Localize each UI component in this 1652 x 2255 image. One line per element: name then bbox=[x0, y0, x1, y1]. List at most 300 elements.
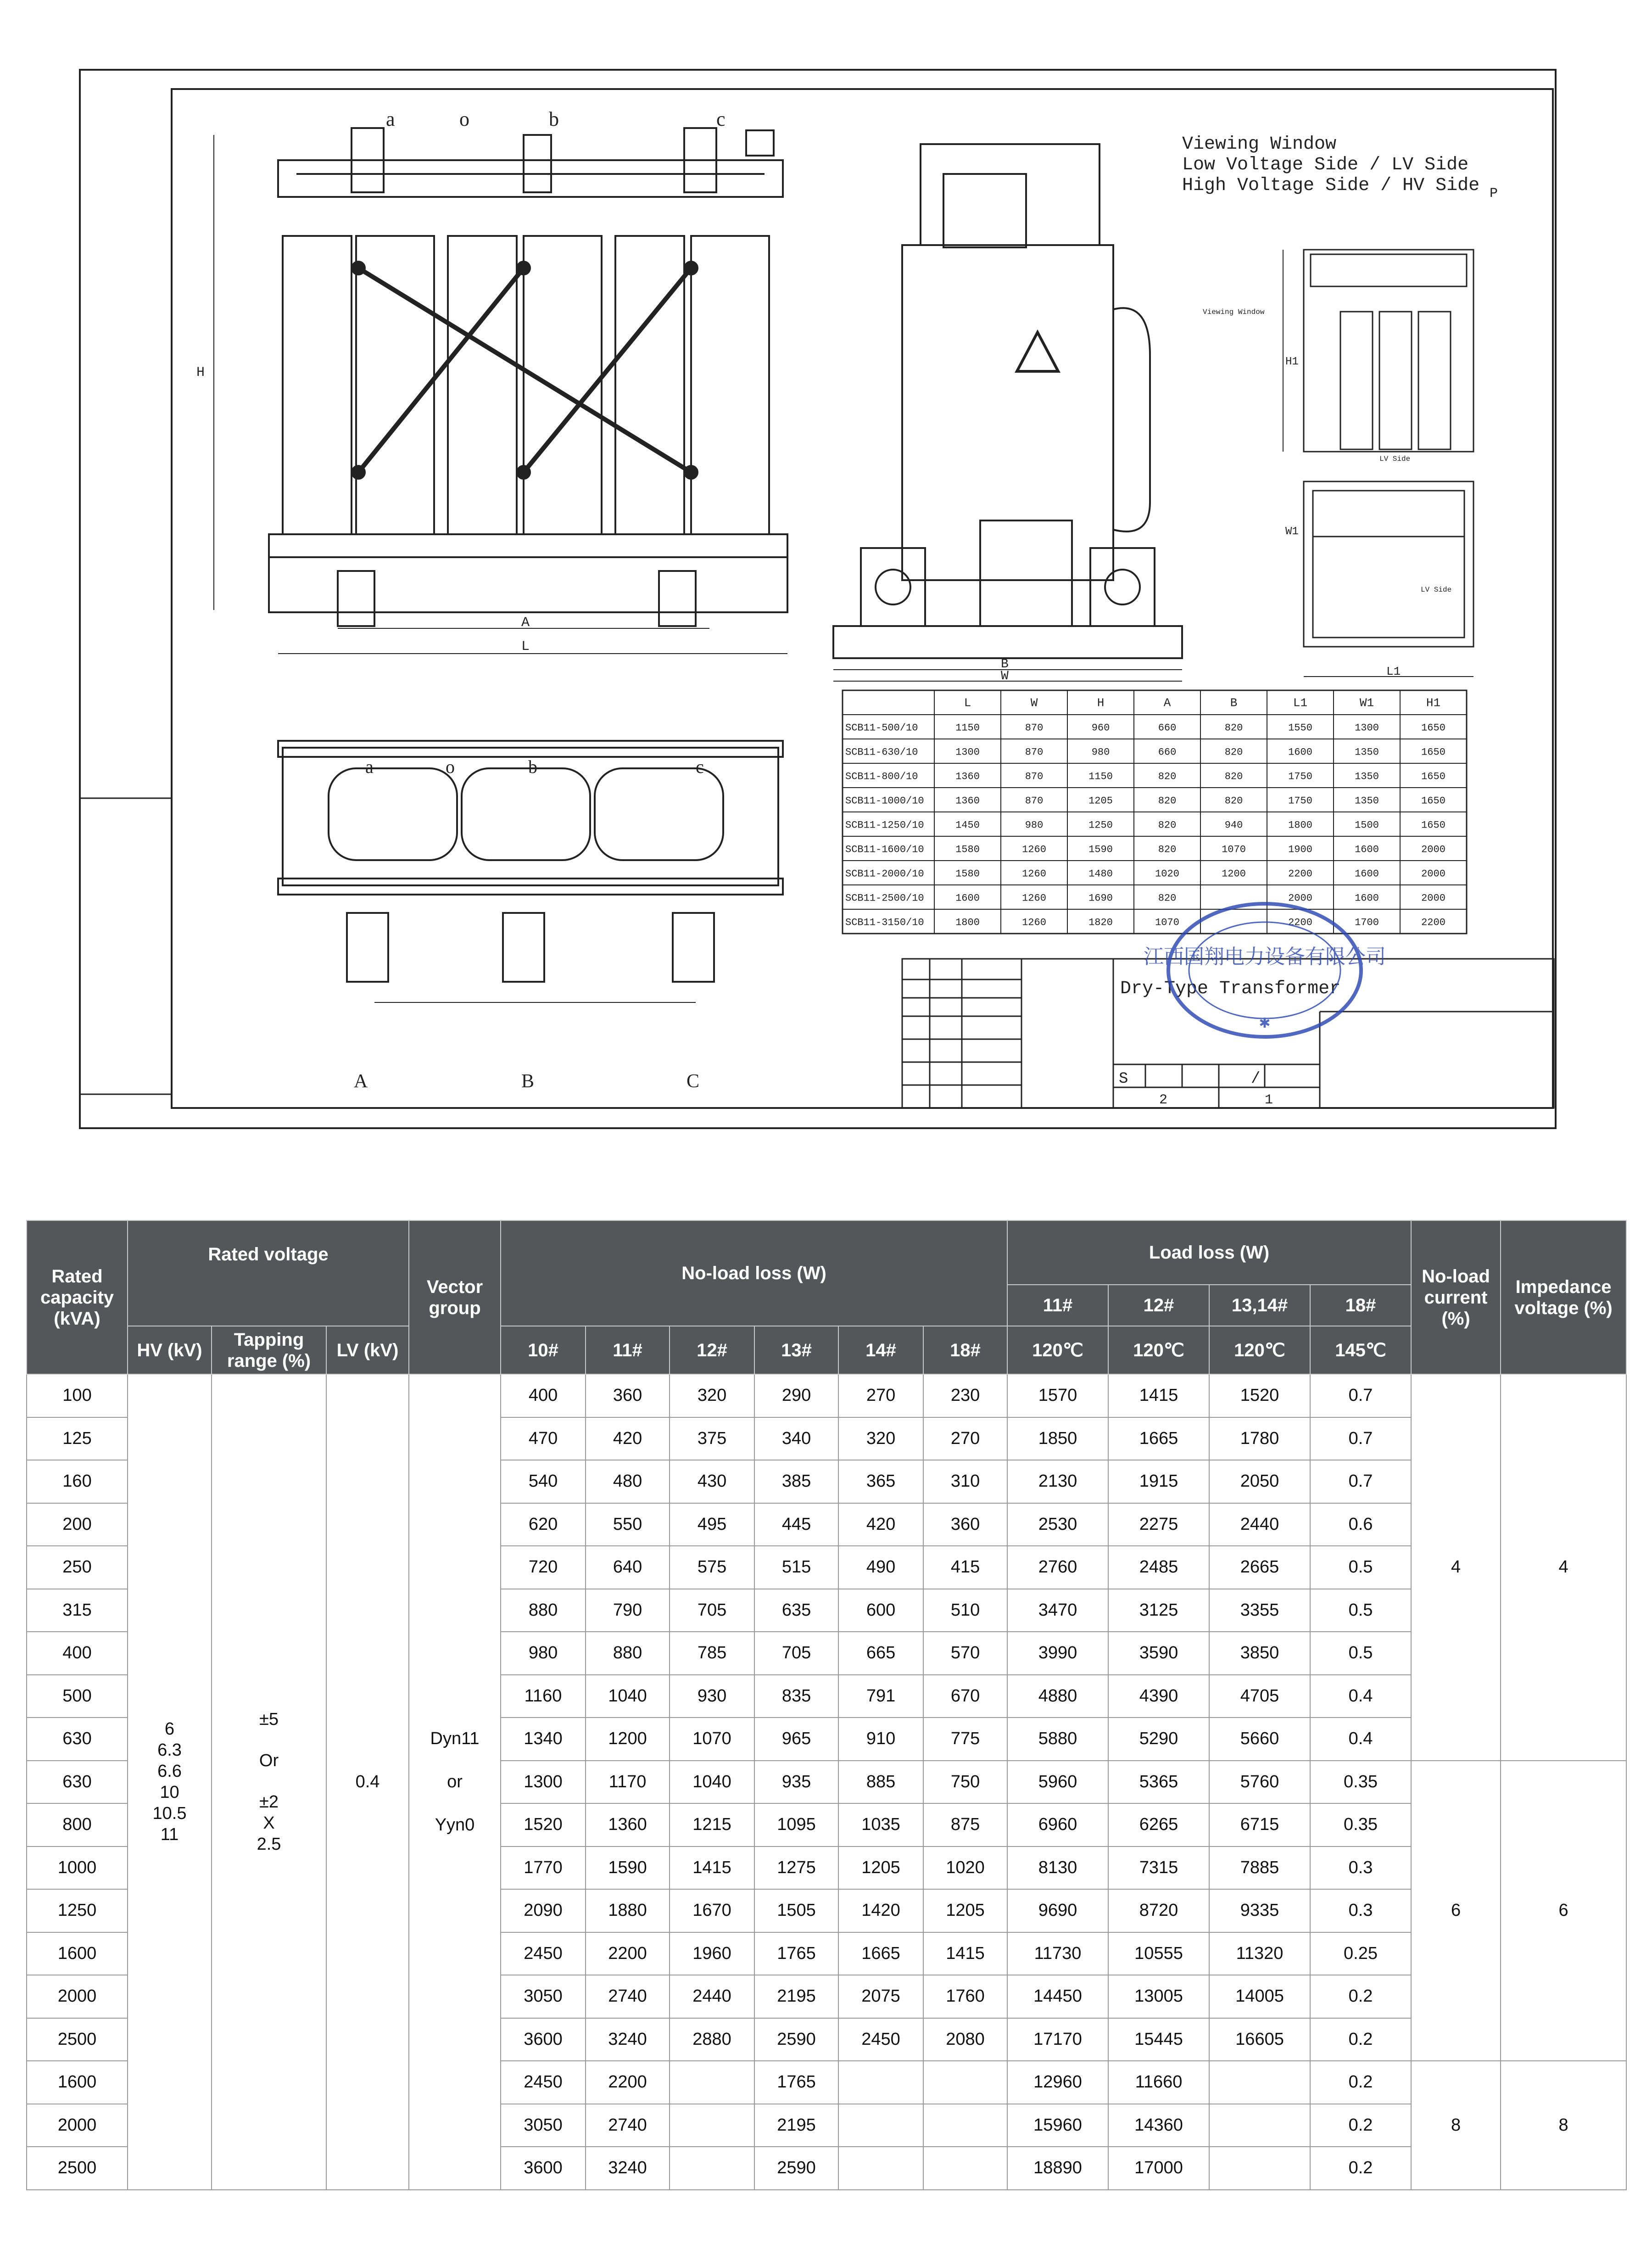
dim-label-b: B bbox=[1001, 657, 1009, 671]
dimension-table bbox=[843, 690, 1467, 934]
cell-load-loss: 7885 bbox=[1209, 1847, 1310, 1890]
header-nl-col: 13# bbox=[754, 1326, 838, 1374]
cell-no-load-loss: 385 bbox=[754, 1460, 838, 1503]
cell-tapping-values-line: ±5 bbox=[259, 1710, 279, 1729]
cell-no-load-loss: 340 bbox=[754, 1417, 838, 1460]
dim-table-value: 1800 bbox=[1288, 819, 1312, 831]
dim-table-value: 1900 bbox=[1288, 844, 1312, 856]
cell-load-loss: 15960 bbox=[1007, 2104, 1108, 2147]
dim-label-w1: W1 bbox=[1285, 526, 1299, 538]
cell-no-load-loss: 470 bbox=[501, 1417, 586, 1460]
cell-load-loss: 0.2 bbox=[1310, 1975, 1411, 2018]
dim-label-l: L bbox=[521, 639, 530, 655]
cell-no-load-loss: 480 bbox=[586, 1460, 670, 1503]
cell-no-load-loss: 2080 bbox=[923, 2018, 1007, 2061]
cell-vector-group-line: Dyn11 bbox=[430, 1729, 480, 1749]
dim-table-model: SCB11-800/10 bbox=[845, 771, 918, 783]
cell-no-load-loss: 910 bbox=[838, 1718, 923, 1761]
dim-table-value: 1650 bbox=[1421, 795, 1446, 807]
cell-load-loss: 1415 bbox=[1108, 1374, 1209, 1417]
cell-no-load-loss: 420 bbox=[838, 1503, 923, 1546]
header-no-load-current: No-load current (%) bbox=[1411, 1220, 1501, 1374]
cell-load-loss: 16605 bbox=[1209, 2018, 1310, 2061]
cell-no-load-loss: 550 bbox=[586, 1503, 670, 1546]
enclosure-lv-side-label-1: LV Side bbox=[1379, 455, 1411, 463]
cell-no-load-loss: 3050 bbox=[501, 2104, 586, 2147]
cell-load-loss: 14005 bbox=[1209, 1975, 1310, 2018]
cell-no-load-loss: 415 bbox=[923, 1546, 1007, 1589]
title-block-num-2: 2 bbox=[1159, 1092, 1168, 1108]
dim-table-value: 1350 bbox=[1355, 795, 1379, 807]
cell-load-loss: 1850 bbox=[1007, 1417, 1108, 1460]
cell-no-load-loss: 2075 bbox=[838, 1975, 923, 2018]
cell-load-loss: 4705 bbox=[1209, 1675, 1310, 1718]
cell-no-load-loss: 1170 bbox=[586, 1761, 670, 1804]
cell-no-load-loss: 1760 bbox=[923, 1975, 1007, 2018]
cell-no-load-loss: 3600 bbox=[501, 2018, 586, 2061]
label-phase-b-plan: b bbox=[528, 756, 537, 777]
cell-load-loss bbox=[1209, 2061, 1310, 2104]
dim-table-value: 660 bbox=[1158, 746, 1177, 758]
header-ll-temp: 120℃ bbox=[1209, 1326, 1310, 1374]
cell-no-load-loss: 750 bbox=[923, 1761, 1007, 1804]
cell-load-loss: 18890 bbox=[1007, 2147, 1108, 2190]
cell-no-load-loss: 575 bbox=[670, 1546, 754, 1589]
cell-no-load-loss bbox=[838, 2061, 923, 2104]
cell-load-loss: 2530 bbox=[1007, 1503, 1108, 1546]
cell-no-load-loss: 270 bbox=[838, 1374, 923, 1417]
dim-table-model: SCB11-1000/10 bbox=[845, 795, 924, 807]
cell-tapping-values-line: X bbox=[263, 1813, 275, 1833]
cell-no-load-loss: 1765 bbox=[754, 2061, 838, 2104]
label-phase-c-plan: c bbox=[696, 756, 704, 777]
cell-load-loss: 5290 bbox=[1108, 1718, 1209, 1761]
dim-table-value: 1260 bbox=[1022, 844, 1046, 856]
cell-no-load-loss: 2195 bbox=[754, 1975, 838, 2018]
cell-no-load-loss: 2450 bbox=[838, 2018, 923, 2061]
dim-table-header: L1 bbox=[1293, 696, 1308, 710]
header-rated-capacity: Rated capacity (kVA) bbox=[27, 1220, 128, 1374]
dim-table-value: 1690 bbox=[1088, 892, 1113, 904]
cell-no-load-loss: 1360 bbox=[586, 1803, 670, 1847]
cell-no-load-current: 8 bbox=[1411, 2061, 1501, 2190]
label-phase-a-plan: a bbox=[365, 756, 374, 777]
cell-no-load-loss: 1590 bbox=[586, 1847, 670, 1890]
dim-table-header: W bbox=[1030, 696, 1038, 710]
cell-load-loss: 0.35 bbox=[1310, 1803, 1411, 1847]
cell-load-loss: 8720 bbox=[1108, 1889, 1209, 1932]
cell-load-loss: 5760 bbox=[1209, 1761, 1310, 1804]
cell-rated-capacity: 800 bbox=[27, 1803, 128, 1847]
dim-label-h: H bbox=[196, 365, 205, 380]
cell-no-load-loss: 620 bbox=[501, 1503, 586, 1546]
header-vector-group: Vector group bbox=[409, 1220, 501, 1374]
cell-no-load-loss: 510 bbox=[923, 1589, 1007, 1632]
dim-table-value: 820 bbox=[1224, 771, 1243, 783]
cell-rated-capacity: 100 bbox=[27, 1374, 128, 1417]
enclosure-viewing-window-label: Viewing Window bbox=[1203, 308, 1265, 316]
label-phase-a-top: a bbox=[386, 108, 395, 130]
cell-no-load-loss: 2740 bbox=[586, 1975, 670, 2018]
cell-no-load-loss: 3240 bbox=[586, 2018, 670, 2061]
cell-load-loss: 0.35 bbox=[1310, 1761, 1411, 1804]
cell-rated-capacity: 1600 bbox=[27, 2061, 128, 2104]
cell-load-loss: 3125 bbox=[1108, 1589, 1209, 1632]
dim-table-value: 1550 bbox=[1288, 722, 1312, 734]
cell-no-load-loss: 320 bbox=[670, 1374, 754, 1417]
dim-table-value: 2200 bbox=[1288, 917, 1312, 929]
cell-no-load-loss: 880 bbox=[586, 1632, 670, 1675]
cell-load-loss: 2440 bbox=[1209, 1503, 1310, 1546]
dim-table-model: SCB11-2500/10 bbox=[845, 892, 924, 904]
cell-hv-values-line: 6.6 bbox=[157, 1762, 182, 1781]
cell-no-load-loss: 2880 bbox=[670, 2018, 754, 2061]
cell-no-load-loss: 875 bbox=[923, 1803, 1007, 1847]
cell-no-load-loss: 360 bbox=[586, 1374, 670, 1417]
cell-load-loss: 3355 bbox=[1209, 1589, 1310, 1632]
cell-load-loss: 3590 bbox=[1108, 1632, 1209, 1675]
cell-load-loss: 0.7 bbox=[1310, 1374, 1411, 1417]
cell-no-load-loss bbox=[670, 2061, 754, 2104]
cell-no-load-loss: 965 bbox=[754, 1718, 838, 1761]
dim-table-value: 1650 bbox=[1421, 771, 1446, 783]
dim-table-header: W1 bbox=[1359, 696, 1374, 710]
cell-no-load-loss: 1505 bbox=[754, 1889, 838, 1932]
dim-table-header: A bbox=[1163, 696, 1171, 710]
dim-table-value: 870 bbox=[1025, 722, 1044, 734]
dim-table-header: H1 bbox=[1426, 696, 1441, 710]
cell-no-load-loss: 570 bbox=[923, 1632, 1007, 1675]
cell-no-load-loss: 2740 bbox=[586, 2104, 670, 2147]
cell-load-loss: 2130 bbox=[1007, 1460, 1108, 1503]
cell-no-load-loss: 310 bbox=[923, 1460, 1007, 1503]
label-phase-c-top: c bbox=[716, 108, 726, 130]
cell-load-loss: 9335 bbox=[1209, 1889, 1310, 1932]
dim-table-value: 1150 bbox=[955, 722, 980, 734]
dim-table-value: 1360 bbox=[955, 795, 980, 807]
cell-load-loss: 0.2 bbox=[1310, 2018, 1411, 2061]
cell-load-loss: 0.5 bbox=[1310, 1546, 1411, 1589]
stamp-center-text: 江西国翔电力设备有限公司 bbox=[1144, 945, 1386, 968]
cell-load-loss: 0.6 bbox=[1310, 1503, 1411, 1546]
cell-no-load-loss: 1205 bbox=[923, 1889, 1007, 1932]
cell-no-load-loss: 2200 bbox=[586, 1932, 670, 1975]
cell-no-load-loss: 2440 bbox=[670, 1975, 754, 2018]
cell-no-load-loss: 2450 bbox=[501, 2061, 586, 2104]
cell-rated-capacity: 1600 bbox=[27, 1932, 128, 1975]
dim-table-value: 820 bbox=[1158, 771, 1177, 783]
cell-tapping-values-line: ±2 bbox=[259, 1792, 279, 1812]
dim-table-value: 980 bbox=[1025, 819, 1044, 831]
dim-table-value: 820 bbox=[1158, 844, 1177, 856]
cell-load-loss: 4390 bbox=[1108, 1675, 1209, 1718]
cell-no-load-loss: 705 bbox=[670, 1589, 754, 1632]
cell-no-load-loss: 1960 bbox=[670, 1932, 754, 1975]
cell-no-load-loss: 1205 bbox=[838, 1847, 923, 1890]
dim-table-model: SCB11-1250/10 bbox=[845, 819, 924, 831]
dim-table-value: 980 bbox=[1091, 746, 1110, 758]
cell-rated-capacity: 2000 bbox=[27, 1975, 128, 2018]
cell-no-load-loss: 420 bbox=[586, 1417, 670, 1460]
cell-load-loss: 3850 bbox=[1209, 1632, 1310, 1675]
dim-table-model: SCB11-2000/10 bbox=[845, 868, 924, 880]
dim-table-value: 940 bbox=[1224, 819, 1243, 831]
dim-table-value: 2000 bbox=[1421, 892, 1446, 904]
cell-no-load-current: 4 bbox=[1411, 1374, 1501, 1761]
dim-table-value: 1600 bbox=[1288, 746, 1312, 758]
cell-no-load-loss: 1770 bbox=[501, 1847, 586, 1890]
cell-no-load-loss: 430 bbox=[670, 1460, 754, 1503]
label-phase-o-top: o bbox=[459, 108, 469, 130]
cell-load-loss: 3990 bbox=[1007, 1632, 1108, 1675]
dim-table-value: 1250 bbox=[1088, 819, 1113, 831]
dim-table-value: 1600 bbox=[1355, 868, 1379, 880]
cell-no-load-loss: 980 bbox=[501, 1632, 586, 1675]
cell-rated-capacity: 630 bbox=[27, 1761, 128, 1804]
cell-no-load-loss: 495 bbox=[670, 1503, 754, 1546]
cell-no-load-loss: 930 bbox=[670, 1675, 754, 1718]
cell-hv-values-line: 6.3 bbox=[157, 1740, 182, 1760]
cell-no-load-loss: 2450 bbox=[501, 1932, 586, 1975]
cell-no-load-loss: 1200 bbox=[586, 1718, 670, 1761]
cell-load-loss: 2275 bbox=[1108, 1503, 1209, 1546]
title-block-s: S bbox=[1119, 1070, 1128, 1088]
cell-no-load-loss: 790 bbox=[586, 1589, 670, 1632]
dim-table-value: 1260 bbox=[1022, 917, 1046, 929]
dim-table-value: 1480 bbox=[1088, 868, 1113, 880]
cell-no-load-loss: 3600 bbox=[501, 2147, 586, 2190]
dim-table-value: 1350 bbox=[1355, 746, 1379, 758]
cell-load-loss: 5660 bbox=[1209, 1718, 1310, 1761]
cell-no-load-loss: 3050 bbox=[501, 1975, 586, 2018]
dim-table-value: 1800 bbox=[955, 917, 980, 929]
cell-load-loss: 0.5 bbox=[1310, 1589, 1411, 1632]
enclosure-plan-view bbox=[1304, 481, 1473, 677]
enclosure-lv-side-label-2: LV Side bbox=[1421, 586, 1452, 594]
dim-table-value: 820 bbox=[1224, 722, 1243, 734]
cell-hv-values-line: 10.5 bbox=[152, 1804, 187, 1824]
cell-load-loss: 1570 bbox=[1007, 1374, 1108, 1417]
cell-load-loss bbox=[1209, 2104, 1310, 2147]
cell-lv-value: 0.4 bbox=[326, 1374, 409, 2190]
dim-table-value: 2200 bbox=[1288, 868, 1312, 880]
header-no-load-loss: No-load loss (W) bbox=[501, 1220, 1007, 1326]
dim-label-l1: L1 bbox=[1386, 665, 1401, 678]
cell-no-load-loss: 230 bbox=[923, 1374, 1007, 1417]
cell-load-loss: 0.2 bbox=[1310, 2147, 1411, 2190]
cell-no-load-loss: 1670 bbox=[670, 1889, 754, 1932]
cell-tapping-values-line: 2.5 bbox=[257, 1835, 281, 1854]
header-load-loss: Load loss (W) bbox=[1007, 1220, 1411, 1285]
cell-impedance-voltage: 8 bbox=[1501, 2061, 1626, 2190]
drawing-svg bbox=[81, 71, 1558, 1131]
cell-load-loss: 6265 bbox=[1108, 1803, 1209, 1847]
cell-no-load-loss: 670 bbox=[923, 1675, 1007, 1718]
dim-table-value: 1450 bbox=[955, 819, 980, 831]
cell-no-load-loss: 1020 bbox=[923, 1847, 1007, 1890]
cell-tapping-values-line: Or bbox=[259, 1751, 279, 1771]
dim-table-value: 1700 bbox=[1355, 917, 1379, 929]
cell-impedance-voltage: 4 bbox=[1501, 1374, 1626, 1761]
cell-load-loss: 1665 bbox=[1108, 1417, 1209, 1460]
dim-table-value: 2000 bbox=[1421, 868, 1446, 880]
cell-no-load-loss bbox=[838, 2147, 923, 2190]
cell-no-load-loss: 1095 bbox=[754, 1803, 838, 1847]
dim-table-header: B bbox=[1230, 696, 1238, 710]
cell-no-load-loss: 1275 bbox=[754, 1847, 838, 1890]
header-ll-temp: 145℃ bbox=[1310, 1326, 1411, 1374]
dim-table-value: 2000 bbox=[1421, 844, 1446, 856]
cell-no-load-loss: 1880 bbox=[586, 1889, 670, 1932]
note-lv-side: Low Voltage Side / LV Side bbox=[1182, 155, 1469, 175]
dim-table-value: 1360 bbox=[955, 771, 980, 783]
header-nl-col: 10# bbox=[501, 1326, 586, 1374]
dim-table-value: 2000 bbox=[1288, 892, 1312, 904]
cell-rated-capacity: 160 bbox=[27, 1460, 128, 1503]
cell-load-loss: 2485 bbox=[1108, 1546, 1209, 1589]
svg-text:✱: ✱ bbox=[1259, 1016, 1271, 1031]
dim-table-value: 870 bbox=[1025, 795, 1044, 807]
cell-no-load-loss: 705 bbox=[754, 1632, 838, 1675]
dim-table-value: 1070 bbox=[1155, 917, 1179, 929]
cell-no-load-loss: 1035 bbox=[838, 1803, 923, 1847]
dim-table-value: 1350 bbox=[1355, 771, 1379, 783]
cell-load-loss: 0.4 bbox=[1310, 1675, 1411, 1718]
dim-table-model: SCB11-3150/10 bbox=[845, 917, 924, 929]
cell-load-loss: 10555 bbox=[1108, 1932, 1209, 1975]
cell-no-load-loss: 1415 bbox=[670, 1847, 754, 1890]
cell-hv-values-line: 11 bbox=[160, 1825, 179, 1845]
dim-table-value: 820 bbox=[1158, 819, 1177, 831]
cell-no-load-loss: 515 bbox=[754, 1546, 838, 1589]
note-viewing-window: Viewing Window bbox=[1182, 134, 1337, 155]
dim-table-value: 1150 bbox=[1088, 771, 1113, 783]
header-nl-col: 18# bbox=[923, 1326, 1007, 1374]
cell-load-loss: 3470 bbox=[1007, 1589, 1108, 1632]
cell-load-loss: 8130 bbox=[1007, 1847, 1108, 1890]
dim-table-value: 1020 bbox=[1155, 868, 1179, 880]
front-view bbox=[214, 128, 787, 654]
cell-load-loss: 13005 bbox=[1108, 1975, 1209, 2018]
cell-no-load-loss bbox=[838, 2104, 923, 2147]
title-block-name: Dry-Type Transformer bbox=[1120, 979, 1341, 999]
header-tapping-range: Tapping range (%) bbox=[212, 1326, 326, 1374]
cell-load-loss: 17170 bbox=[1007, 2018, 1108, 2061]
cell-load-loss: 1780 bbox=[1209, 1417, 1310, 1460]
cell-no-load-loss: 600 bbox=[838, 1589, 923, 1632]
dim-table-value: 1650 bbox=[1421, 722, 1446, 734]
specification-table bbox=[26, 1220, 1627, 2190]
cell-no-load-loss: 1665 bbox=[838, 1932, 923, 1975]
cell-load-loss: 0.2 bbox=[1310, 2104, 1411, 2147]
cell-no-load-loss: 785 bbox=[670, 1632, 754, 1675]
cell-no-load-loss: 1040 bbox=[586, 1675, 670, 1718]
dim-table-header: H bbox=[1097, 696, 1105, 710]
cell-no-load-loss: 1340 bbox=[501, 1718, 586, 1761]
header-hv: HV (kV) bbox=[128, 1326, 212, 1374]
cell-load-loss: 14360 bbox=[1108, 2104, 1209, 2147]
dim-table-value: 960 bbox=[1091, 722, 1110, 734]
cell-rated-capacity: 500 bbox=[27, 1675, 128, 1718]
cell-no-load-loss: 880 bbox=[501, 1589, 586, 1632]
cell-no-load-loss: 1415 bbox=[923, 1932, 1007, 1975]
cell-tapping-values bbox=[212, 1374, 326, 2190]
cell-load-loss: 12960 bbox=[1007, 2061, 1108, 2104]
cell-hv-values-line: 10 bbox=[160, 1783, 179, 1802]
side-view bbox=[833, 144, 1182, 681]
dim-table-value: 1750 bbox=[1288, 795, 1312, 807]
cell-load-loss: 5365 bbox=[1108, 1761, 1209, 1804]
dim-table-value: 1750 bbox=[1288, 771, 1312, 783]
cell-hv-values-line: 6 bbox=[164, 1719, 175, 1739]
plan-view bbox=[278, 741, 783, 1002]
header-ll-col: 18# bbox=[1310, 1285, 1411, 1326]
cell-no-load-loss: 1040 bbox=[670, 1761, 754, 1804]
cell-no-load-loss: 3240 bbox=[586, 2147, 670, 2190]
cell-no-load-loss: 635 bbox=[754, 1589, 838, 1632]
cell-no-load-loss bbox=[670, 2147, 754, 2190]
cell-rated-capacity: 315 bbox=[27, 1589, 128, 1632]
cell-no-load-loss: 2200 bbox=[586, 2061, 670, 2104]
cell-no-load-loss: 720 bbox=[501, 1546, 586, 1589]
cell-no-load-loss: 2090 bbox=[501, 1889, 586, 1932]
cell-no-load-loss: 665 bbox=[838, 1632, 923, 1675]
cell-load-loss: 0.2 bbox=[1310, 2061, 1411, 2104]
cell-no-load-loss bbox=[670, 2104, 754, 2147]
cell-no-load-loss: 640 bbox=[586, 1546, 670, 1589]
cell-load-loss: 0.4 bbox=[1310, 1718, 1411, 1761]
dim-table-value: 1260 bbox=[1022, 868, 1046, 880]
cell-load-loss: 1915 bbox=[1108, 1460, 1209, 1503]
company-stamp bbox=[1144, 904, 1386, 1037]
cell-rated-capacity: 400 bbox=[27, 1632, 128, 1675]
cell-no-load-loss: 1160 bbox=[501, 1675, 586, 1718]
dim-table-value: 1300 bbox=[1355, 722, 1379, 734]
dim-table-value: 1205 bbox=[1088, 795, 1113, 807]
dim-table-value: 820 bbox=[1224, 746, 1243, 758]
header-rated-voltage: Rated voltage bbox=[128, 1220, 409, 1326]
cell-load-loss: 5880 bbox=[1007, 1718, 1108, 1761]
cell-rated-capacity: 250 bbox=[27, 1546, 128, 1589]
cell-no-load-loss: 1070 bbox=[670, 1718, 754, 1761]
cell-no-load-current: 6 bbox=[1411, 1761, 1501, 2061]
dim-table-value: 1600 bbox=[1355, 844, 1379, 856]
dim-table-value: 1580 bbox=[955, 868, 980, 880]
cell-load-loss: 2760 bbox=[1007, 1546, 1108, 1589]
label-phase-o-plan: o bbox=[446, 756, 455, 777]
dim-label-h1: H1 bbox=[1285, 356, 1299, 368]
cell-rated-capacity: 1250 bbox=[27, 1889, 128, 1932]
specification-table-body bbox=[27, 1374, 1626, 2190]
note-p: P bbox=[1490, 186, 1498, 201]
dim-table-model: SCB11-500/10 bbox=[845, 722, 918, 734]
cell-load-loss: 6715 bbox=[1209, 1803, 1310, 1847]
header-lv: LV (kV) bbox=[326, 1326, 409, 1374]
dim-table-value: 820 bbox=[1158, 795, 1177, 807]
cell-no-load-loss: 490 bbox=[838, 1546, 923, 1589]
dim-table-value: 870 bbox=[1025, 746, 1044, 758]
dim-table-value: 1260 bbox=[1022, 892, 1046, 904]
dim-table-model: SCB11-1600/10 bbox=[845, 844, 924, 856]
label-phase-a-bottom: A bbox=[354, 1071, 368, 1092]
dim-table-value: 1600 bbox=[955, 892, 980, 904]
cell-load-loss: 17000 bbox=[1108, 2147, 1209, 2190]
cell-load-loss: 11660 bbox=[1108, 2061, 1209, 2104]
cell-no-load-loss: 360 bbox=[923, 1503, 1007, 1546]
cell-no-load-loss: 2195 bbox=[754, 2104, 838, 2147]
cell-no-load-loss: 320 bbox=[838, 1417, 923, 1460]
technical-drawing bbox=[79, 69, 1557, 1129]
